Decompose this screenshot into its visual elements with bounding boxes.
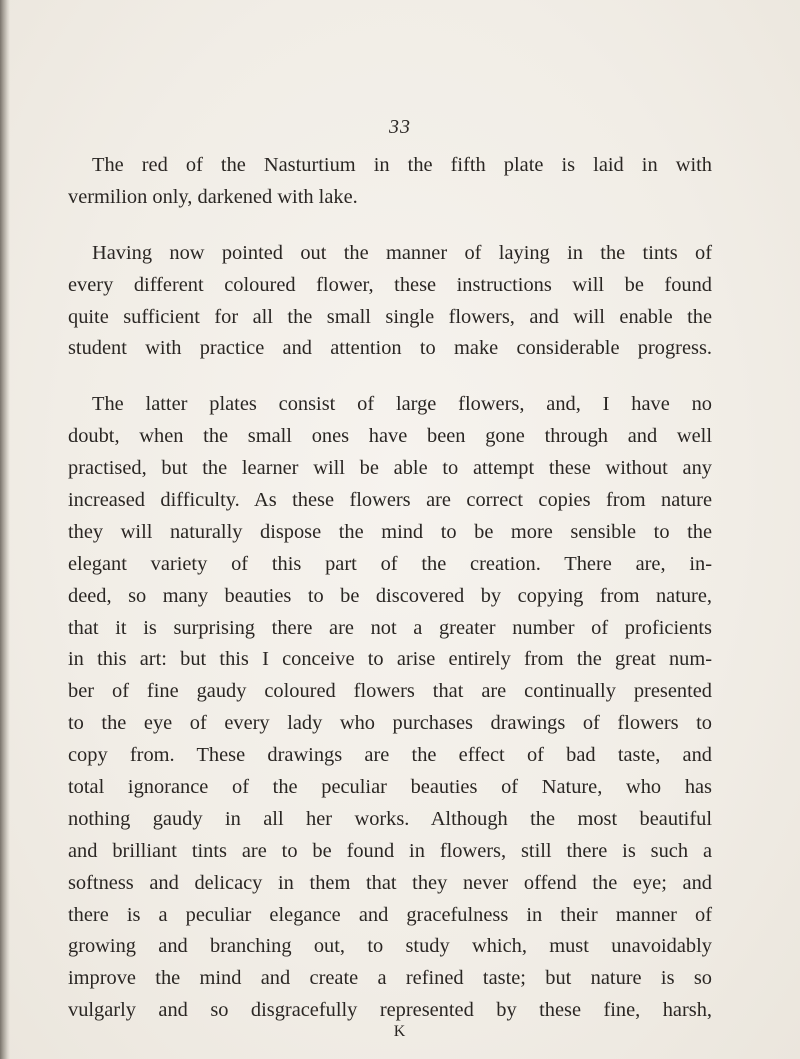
text-line: every different coloured flower, these instructions will be found bbox=[68, 273, 712, 296]
text-line: and brilliant tints are to be found in flowers, still there is such a bbox=[68, 839, 712, 862]
text-line: improve the mind and create a refined taste; but nature is so bbox=[68, 967, 712, 990]
text-line: that it is surprising there are not a greater number of proficients bbox=[68, 616, 712, 639]
text-line: practised, but the learner will be able to attempt these without any bbox=[68, 457, 712, 480]
text-line: elegant variety of this part of the creation. There are, in- bbox=[68, 552, 712, 575]
text-line: total ignorance of the peculiar beauties of Nature, who has bbox=[68, 776, 712, 799]
text-line: The red of the Nasturtium in the fifth plate is laid in with bbox=[92, 154, 712, 176]
body-text bbox=[68, 150, 712, 1051]
text-line: there is a peculiar elegance and gracefulness in their manner of bbox=[68, 903, 712, 926]
paragraph-2 bbox=[68, 238, 712, 366]
text-line: quite sufficient for all the small single flowers, and will enable the bbox=[68, 305, 712, 328]
text-line: to the eye of every lady who purchases drawings of flowers to bbox=[68, 712, 712, 735]
signature-mark: K bbox=[393, 1023, 407, 1040]
text-line: vulgarly and so disgracefully represented by these fine, harsh, bbox=[68, 999, 712, 1022]
text-line: deed, so many beauties to be discovered by copying from nature, bbox=[68, 584, 712, 607]
text-line: increased difficulty. As these flowers are correct copies from nature bbox=[68, 489, 712, 512]
text-line: copy from. These drawings are the effect of bad taste, and bbox=[68, 744, 712, 767]
text-line: softness and delicacy in them that they never offend the eye; and bbox=[68, 871, 712, 894]
paragraph-3 bbox=[68, 389, 712, 1027]
paragraph-1 bbox=[68, 150, 712, 214]
text-line: in this art: but this I conceive to arise entirely from the great num- bbox=[68, 648, 712, 671]
text-line: The latter plates consist of large flowers, and, I have no bbox=[92, 393, 712, 416]
text-line: Having now pointed out the manner of laying in the tints of bbox=[92, 241, 712, 264]
page-number: 33 bbox=[389, 116, 411, 138]
text-line: they will naturally dispose the mind to be more sensible to the bbox=[68, 520, 712, 543]
binding-gutter-shadow bbox=[0, 0, 10, 1059]
text-line: ber of fine gaudy coloured flowers that are continually presented bbox=[68, 680, 712, 703]
text-line: doubt, when the small ones have been gone through and well bbox=[68, 425, 712, 448]
text-line: student with practice and attention to make considerable progress. bbox=[68, 337, 712, 360]
text-line: vermilion only, darkened with lake. bbox=[68, 185, 358, 208]
text-line: nothing gaudy in all her works. Although the most beautiful bbox=[68, 807, 712, 830]
text-line: growing and branching out, to study which, must unavoidably bbox=[68, 935, 712, 958]
